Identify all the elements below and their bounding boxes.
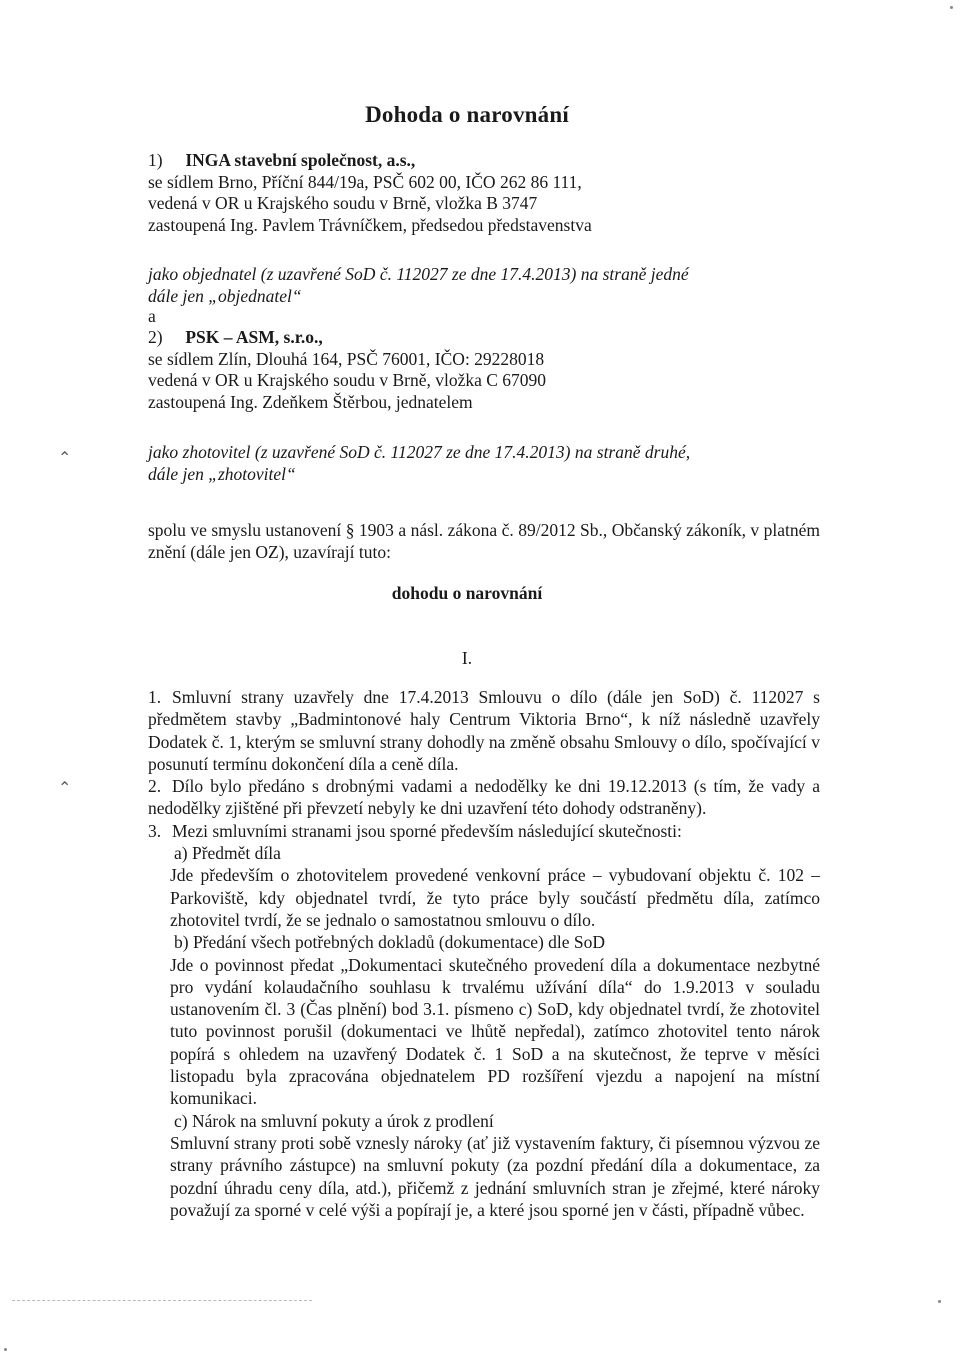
list-item <box>148 686 820 775</box>
section-c-text: Smluvní strany proti sobě vznesly nároky (ať již vystavením faktury, či písemnou výzvou ze strany právního zástupce) na smluvní pokuty (za pozdní předání díla a dokumentace, za pozdní úhradu ceny díla, atd.), přičemž z jednání smluvních stran je zřejmé, které nároky považují za sporné v celé výši a popírají je, a které jsou sporné jen v části, případně vůbec. <box>170 1132 820 1220</box>
party2-block <box>148 327 546 413</box>
party2-name: PSK – ASM, s.r.o., <box>185 327 323 347</box>
articles-list <box>148 686 820 1221</box>
item-text: Smluvní strany uzavřely dne 17.4.2013 Smlouvu o dílo (dále jen SoD) č. 112027 s předmětem stavby „Badmintonové haly Centrum Viktoria Brno“, k níž následně uzavřely Dodatek č. 1, kterým se smluvní strany dohodly na změně obsahu Smlouvy o dílo, spočívající v posunutí termínu dokončení díla a ceně díla. <box>148 687 820 774</box>
party2-role-line2: dále jen „zhotovitel“ <box>148 463 296 484</box>
party2-role-line1: jako zhotovitel (z uzavřené SoD č. 112027 ze dne 17.4.2013) na straně druhé, <box>148 442 691 462</box>
section-b-heading: b) Předání všech potřebných dokladů (dokumentace) dle SoD <box>174 932 606 953</box>
item-number: 3. <box>148 820 162 841</box>
and-text: a <box>148 306 156 326</box>
scan-speck <box>938 1300 941 1303</box>
margin-mark: ⌃ <box>58 450 72 467</box>
section-b-text: Jde o povinnost předat „Dokumentaci skutečného provedení díla a dokumentace nezbytné pro vydání kolaudačního souhlasu k trvalému užívání díla“ do 1.9.2013 v souladu ustanovením čl. 3 (Čas plnění) bod 3.1. písmeno c) SoD, kdy objednatel tvrdí, že zhotovitel tuto povinnost porušil (dokumentaci ve lhůtě nepředal), zatímco zhotovitel tento nárok popírá s ohledem na uzavřený Dodatek č. 1 SoD a na skutečnost, že teprve v měsíci listopadu byla zpracována objednatelem PD rozšíření vjezdu a napojení na místní komunikaci. <box>170 954 820 1109</box>
and-conjunction <box>148 306 156 328</box>
party1-line2: vedená v OR u Krajského soudu v Brně, vložka B 3747 <box>148 193 538 213</box>
section-a-heading: a) Předmět díla <box>174 843 281 864</box>
party1-name: INGA stavební společnost, a.s., <box>185 150 416 170</box>
party2-header <box>148 327 546 349</box>
scan-speck <box>4 1348 7 1351</box>
party1-role-line1: jako objednatel (z uzavřené SoD č. 112027 ze dne 17.4.2013) na straně jedné <box>148 264 689 284</box>
party1-number: 1) <box>148 150 163 170</box>
party2-role <box>148 442 690 485</box>
item-text: Dílo bylo předáno s drobnými vadami a nedodělky ke dni 19.12.2013 (s tím, že vady a nedodělky zjištěné při převzetí nebyly ke dni uzavření této dohody odstraněny). <box>148 776 820 819</box>
section-number: I. <box>461 648 473 668</box>
item-number: 2. <box>148 776 162 797</box>
intro-paragraph: spolu ve smyslu ustanovení § 1903 a násl. zákona č. 89/2012 Sb., Občanský zákoník, v platném znění (dále jen OZ), uzavírají tuto: <box>148 520 820 562</box>
party1-header <box>148 150 592 172</box>
party2-line3: zastoupená Ing. Zdeňkem Štěrbou, jednatelem <box>148 391 473 412</box>
list-item <box>148 820 820 842</box>
party1-role-line2: dále jen „objednatel“ <box>148 285 302 306</box>
item-number: 1. <box>148 687 162 707</box>
party1-block <box>148 150 592 236</box>
scan-speck <box>950 6 953 9</box>
item-text: Mezi smluvními stranami jsou sporné především následující skutečnosti: <box>172 820 682 841</box>
agreement-subtitle: dohodu o narovnání <box>391 583 543 603</box>
section-c-heading: c) Nárok na smluvní pokuty a úrok z prodlení <box>174 1110 494 1131</box>
document-title: Dohoda o narovnání <box>365 102 569 127</box>
party2-number: 2) <box>148 327 163 347</box>
scan-edge-line <box>12 1300 312 1301</box>
party1-line1: se sídlem Brno, Příční 844/19a, PSČ 602 00, IČO 262 86 111, <box>148 171 582 192</box>
party1-role <box>148 264 689 307</box>
party2-line2: vedená v OR u Krajského soudu v Brně, vložka C 67090 <box>148 370 547 390</box>
section-a-text: Jde především o zhotovitelem provedené venkovní práce – vybudovaní objektu č. 102 – Parkoviště, kdy objednatel tvrdí, že tyto práce byly součástí předmětu díla, zatímco zhotovitel tvrdí, že se jednalo o samostatnou smlouvu o dílo. <box>170 865 820 930</box>
list-item <box>148 775 820 820</box>
party2-line1: se sídlem Zlín, Dlouhá 164, PSČ 76001, IČO: 29228018 <box>148 348 545 369</box>
party1-line3: zastoupená Ing. Pavlem Trávníčkem, předsedou představenstva <box>148 214 592 235</box>
margin-mark: ⌃ <box>58 780 72 797</box>
